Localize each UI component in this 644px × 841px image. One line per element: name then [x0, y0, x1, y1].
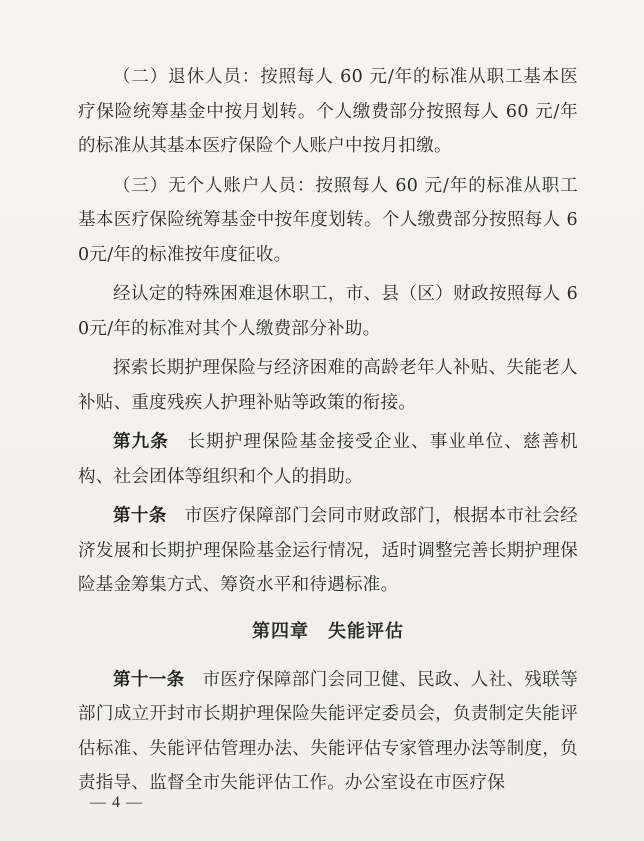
chapter-heading: 第四章 失能评估 — [252, 620, 404, 642]
page-number: — 4 — — [90, 794, 143, 811]
article-9 — [78, 425, 578, 494]
paragraph-special-hardship: 经认定的特殊困难退休职工，市、县（区）财政按照每人 60元/年的标准对其个人缴费部分补助。 — [78, 284, 578, 339]
paragraph-retirees: （二）退休人员：按照每人 60 元/年的标准从职工基本医疗保险统筹基金中按月划转。个人缴费部分按照每人 60 元/年的标准从其基本医疗保险个人账户中按月扣缴。 — [78, 67, 578, 156]
article-9-text: 长期护理保险基金接受企业、事业单位、慈善机构、社会团体等组织和个人的捐助。 — [78, 432, 578, 487]
article-10-text: 市医疗保障部门会同市财政部门，根据本市社会经济发展和长期护理保险基金运行情况，适时调整完善长期护理保险基金筹集方式、筹资水平和待遇标准。 — [78, 506, 578, 595]
article-11-title: 第十一条 — [113, 669, 185, 690]
paragraph-policy-connection: 探索长期护理保险与经济困难的高龄老年人补贴、失能老人补贴、重度残疾人护理补贴等政策的衔接。 — [78, 358, 578, 413]
article-9-title: 第九条 — [113, 432, 169, 452]
article-10-title: 第十条 — [113, 506, 167, 526]
article-11-text: 市医疗保障部门会同卫健、民政、人社、残联等部门成立开封市长期护理保险失能评定委员会，负责制定失能评估标准、失能评估管理办法、失能评估专家管理办法等制度，负责指导、监督全市失能评估工作。办公室设在市医疗保 — [78, 669, 578, 793]
document-body — [78, 60, 578, 801]
article-10 — [78, 499, 578, 603]
article-11 — [78, 663, 578, 801]
paragraph-no-personal-account: （三）无个人账户人员：按照每人 60 元/年的标准从职工基本医疗保险统筹基金中按年度划转。个人缴费部分按照每人 60元/年的标准按年度征收。 — [78, 175, 578, 265]
